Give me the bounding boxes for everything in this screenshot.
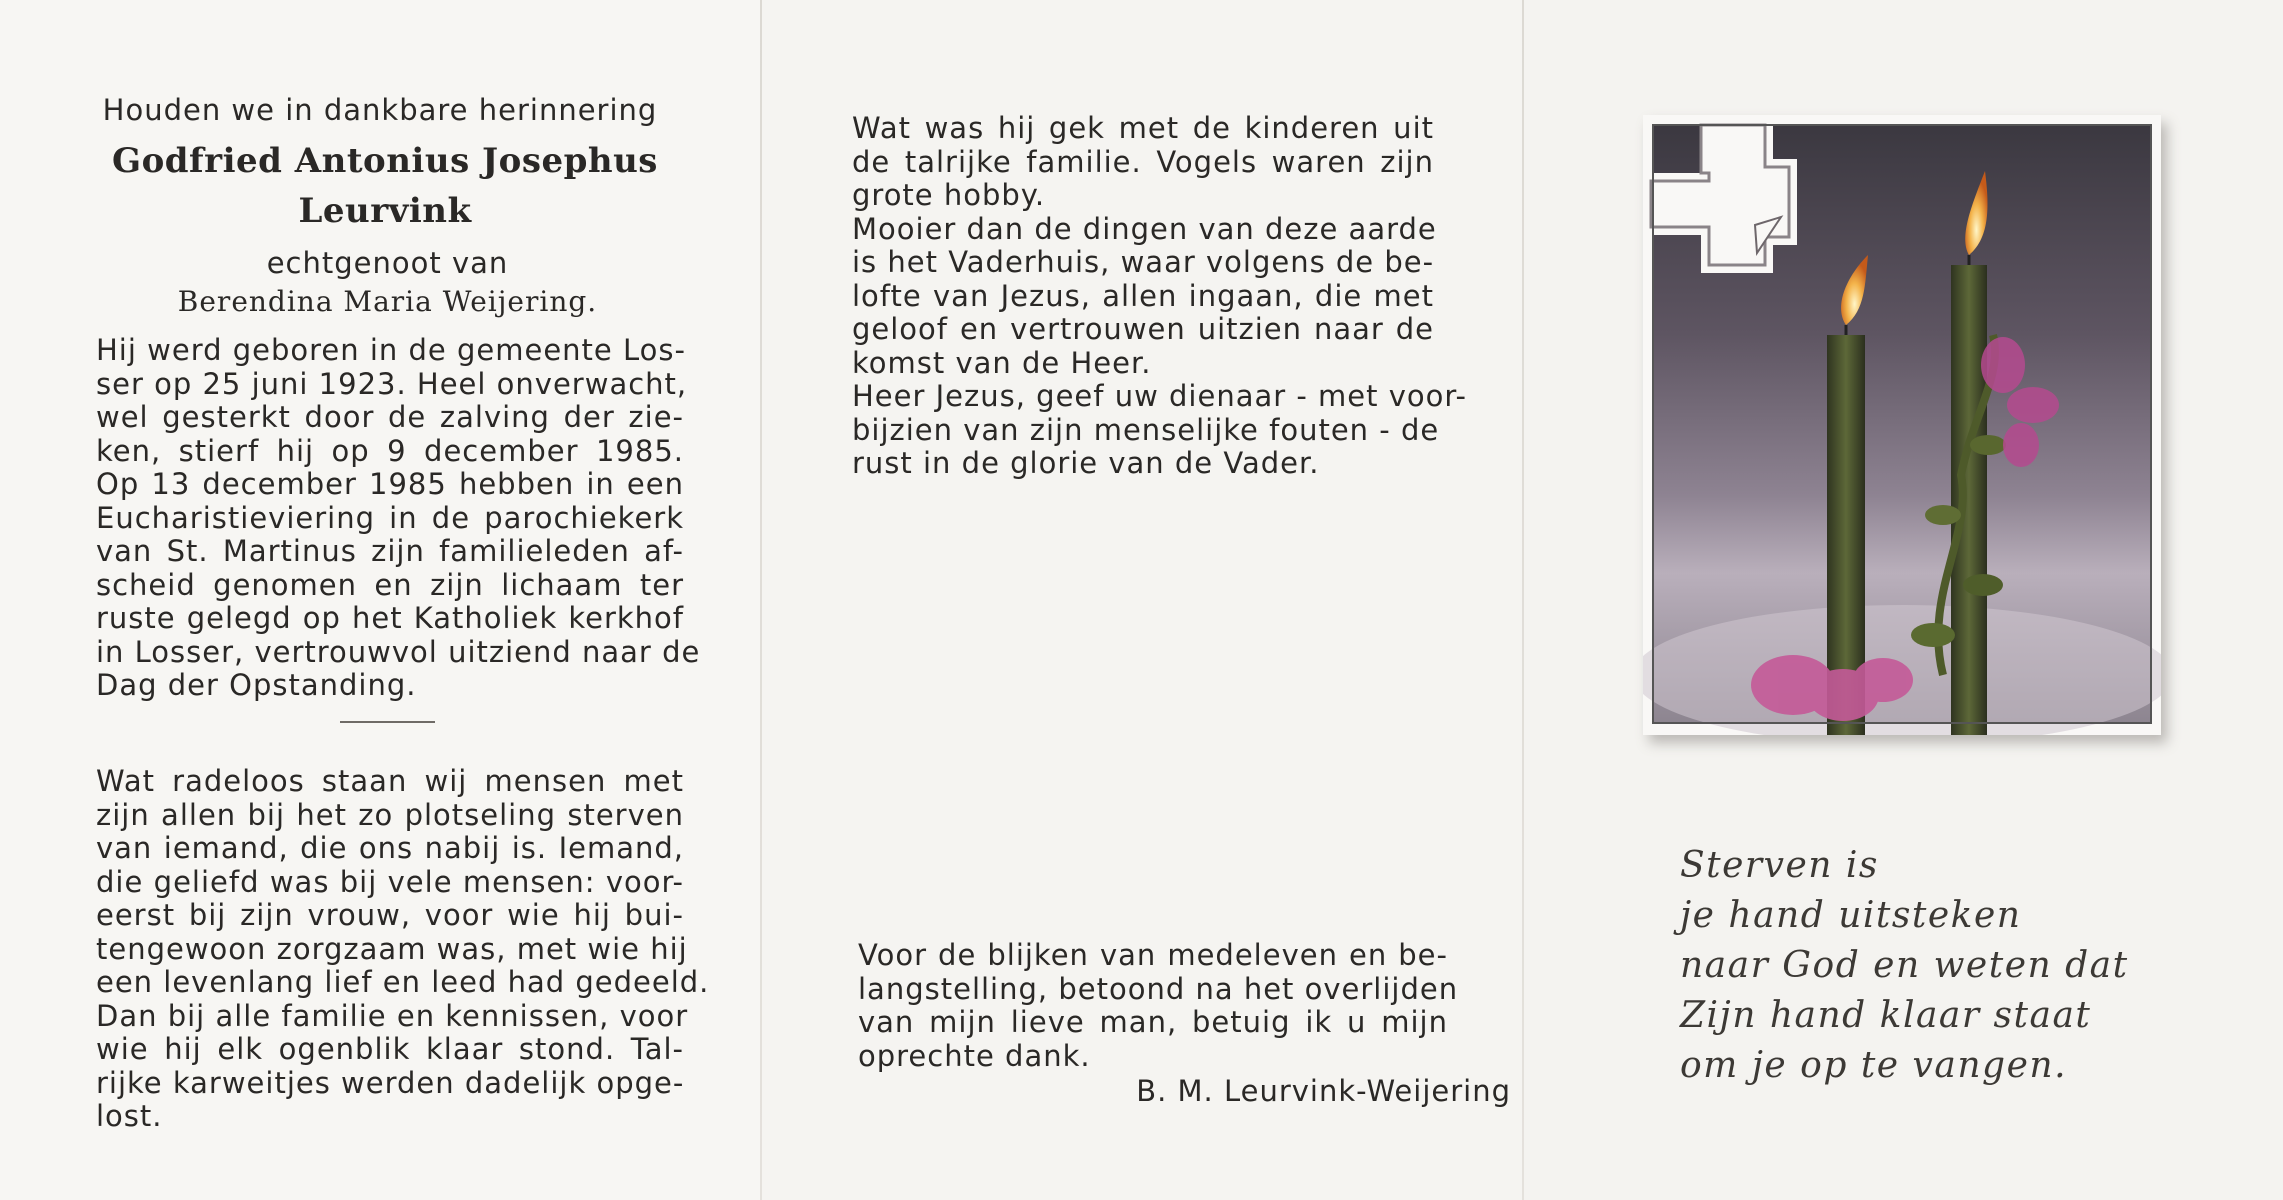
middle-panel	[762, 0, 1522, 1200]
thanks-line: langstelling, betoond na het overlijden	[858, 971, 1459, 1006]
spouse-name: Berendina Maria Weijering.	[177, 285, 598, 318]
poem-line: om je op te vangen.	[1680, 1045, 2068, 1086]
biography-line: Op 13 december 1985 hebben in een	[96, 467, 684, 501]
intro-line: Houden we in dankbare herinnering	[102, 93, 658, 127]
middle-line: Mooier dan de dingen van deze aarde	[852, 211, 1437, 246]
spouse-intro: echtgenoot van	[266, 246, 509, 280]
reflection-line: wie hij elk ogenblik klaar stond. Tal-	[96, 1032, 684, 1066]
poem-line: Zijn hand klaar staat	[1680, 995, 2092, 1036]
middle-line: lofte van Jezus, allen ingaan, die met	[852, 278, 1434, 313]
biography-line: wel gesterkt door de zalving der zie-	[96, 400, 684, 434]
reflection-line: een levenlang lief en leed had gedeeld.	[96, 965, 710, 999]
biography-line: scheid genomen en zijn lichaam ter	[96, 567, 684, 602]
deceased-name-line1: Godfried Antonius Josephus	[112, 141, 658, 181]
thanks-line: van mijn lieve man, betuig ik u mijn	[858, 1005, 1448, 1039]
biography-line: ken, stierf hij op 9 december 1985.	[96, 433, 684, 468]
reflection-line: eerst bij zijn vrouw, voor wie hij bui-	[96, 898, 684, 932]
biography-line: Dag der Opstanding.	[96, 668, 417, 702]
reflection-line: lost.	[96, 1099, 163, 1133]
candles-photo-icon	[1643, 115, 2161, 735]
poem-line: Sterven is	[1680, 845, 1879, 886]
poem-line: naar God en weten dat	[1680, 945, 2129, 986]
biography-line: in Losser, vertrouwvol uitziend naar de	[96, 634, 701, 669]
biography-line: ruste gelegd op het Katholiek kerkhof	[96, 601, 684, 635]
candles-with-cross-photo	[1643, 115, 2161, 735]
middle-line: rust in de glorie van de Vader.	[852, 446, 1320, 480]
biography-line: ser op 25 juni 1923. Heel onverwacht,	[96, 366, 688, 401]
middle-line: bijzien van zijn menselijke fouten - de	[852, 412, 1440, 447]
middle-line: geloof en vertrouwen uitzien naar de	[852, 312, 1434, 346]
reflection-line: van iemand, die ons nabij is. Iemand,	[96, 831, 684, 865]
reflection-line: die geliefd was bij vele mensen: voor-	[96, 864, 684, 899]
signature: B. M. Leurvink-Weijering	[1136, 1074, 1511, 1108]
biography-line: van St. Martinus zijn familieleden af-	[96, 534, 684, 568]
reflection-line: Dan bij alle familie en kennissen, voor	[96, 998, 689, 1033]
middle-line: is het Vaderhuis, waar volgens de be-	[852, 245, 1435, 279]
thanks-line: oprechte dank.	[858, 1038, 1091, 1073]
divider-line	[340, 721, 435, 723]
reflection-line: rijke karweitjes werden dadelijk opge-	[96, 1065, 685, 1100]
poem-line: je hand uitsteken	[1680, 895, 2022, 936]
reflection-line: zijn allen bij het zo plotseling sterven	[96, 797, 684, 832]
reflection-line: Wat radeloos staan wij mensen met	[96, 764, 684, 798]
thanks-line: Voor de blijken van medeleven en be-	[858, 938, 1448, 972]
middle-line: Heer Jezus, geef uw dienaar - met voor-	[852, 379, 1467, 413]
middle-line: de talrijke familie. Vogels waren zijn	[852, 144, 1434, 179]
biography-line: Hij werd geboren in de gemeente Los-	[96, 333, 686, 367]
middle-line: grote hobby.	[852, 178, 1046, 212]
biography-line: Eucharistieviering in de parochiekerk	[96, 500, 684, 535]
deceased-name-line2: Leurvink	[298, 191, 472, 231]
left-panel	[0, 0, 760, 1200]
middle-line: Wat was hij gek met de kinderen uit	[852, 111, 1434, 145]
reflection-line: tengewoon zorgzaam was, met wie hij	[96, 931, 688, 966]
middle-line: komst van de Heer.	[852, 345, 1152, 380]
